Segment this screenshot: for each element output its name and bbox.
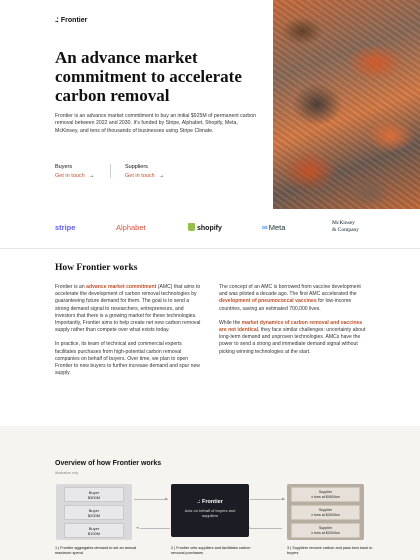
arrow-right-icon: →	[88, 173, 95, 179]
frontier-logo-icon: .:	[55, 15, 58, 24]
flow-arrow-frontier-to-buyers	[140, 528, 170, 529]
text-span: The concept of an AMC is borrowed from vaccine development and was piloted a decade ago. The first AMC accelerated the	[219, 284, 361, 298]
hero-content	[0, 0, 273, 209]
supplier-card	[291, 487, 360, 502]
partner-logos	[0, 209, 420, 249]
overview-title: Overview of how Frontier works	[55, 460, 162, 467]
buyers-get-in-touch-link[interactable]	[55, 173, 95, 179]
buyer-label: Buyer	[88, 490, 100, 495]
buyer-card	[64, 505, 124, 520]
shopify-logo	[188, 223, 222, 234]
buyer-label: Buyer	[88, 526, 100, 531]
arrow-head-right-icon: ▸	[282, 496, 285, 502]
how-right-paragraph-2	[219, 320, 367, 356]
text-span: While the	[219, 319, 242, 326]
hero-description: Frontier is an advance market commitment to buy an initial $925M of permanent carbon removal between 2022 and 2030. It's funded by Stripe, Alphabet, Shopify, Meta, McKinsey, and tens of thousands of businesses using Stripe Climate.	[55, 113, 256, 134]
buyers-cta-label: Buyers	[55, 164, 73, 170]
suppliers-group	[287, 484, 364, 540]
step-1-caption: 1 | Frontier aggregates demand to set an annual maximum spend	[55, 546, 137, 555]
pneumococcal-vaccines-link[interactable]: development of pneumococcal vaccines	[219, 298, 317, 305]
how-left-paragraph-2: In practice, its team of technical and commercial experts facilitates purchases from high-potential carbon removal companies on behalf of buyers. Over time, we plan to open Frontier to new buyers to further increase demand and spur new supply.	[55, 341, 200, 377]
cta-divider	[110, 164, 111, 178]
alphabet-logo: Alphabet	[116, 223, 146, 232]
buyers-cta	[55, 164, 95, 179]
flow-arrow-buyers-to-frontier	[134, 496, 168, 502]
supplier-label: Supplier	[318, 526, 333, 530]
shopify-bag-icon	[188, 223, 195, 231]
how-left-paragraph-1	[55, 284, 203, 334]
arrow-right-icon: →	[158, 173, 165, 179]
market-dynamics-link[interactable]: market dynamics of carbon removal and vaccines are not identical	[219, 319, 363, 334]
text-span: Frontier is an	[55, 284, 87, 290]
buyer-label: Buyer	[88, 508, 100, 513]
frontier-hub	[171, 484, 249, 537]
step-2-caption: 2 | Frontier vets suppliers and facilitates carbon removal purchases	[171, 546, 251, 555]
how-frontier-works-title: How Frontier works	[55, 263, 138, 273]
overview-subtitle: Illustrative only	[55, 471, 79, 475]
supplier-amount: x tons at $300/ton	[311, 512, 340, 517]
text-span: for low-income countries, saving an estimated 700,000 lives.	[219, 298, 352, 312]
mckinsey-logo-line2: & Company	[332, 226, 360, 233]
supplier-amount: x tons at $200/ton	[311, 530, 340, 535]
meta-infinity-icon: ∞	[262, 223, 268, 232]
buyer-amount: $200M	[87, 513, 101, 518]
step-3-caption: 3 | Suppliers remove carbon and pass tons back to buyers	[287, 546, 373, 555]
hero-section	[0, 0, 420, 209]
buyer-amount: $100M	[87, 531, 101, 536]
buyer-card	[64, 487, 124, 502]
suppliers-cta-label: Suppliers	[125, 164, 148, 170]
buyers-get-in-touch-text: Get in touch	[55, 173, 85, 179]
suppliers-get-in-touch-text: Get in touch	[125, 173, 155, 179]
shopify-logo-text: shopify	[197, 225, 222, 232]
supplier-label: Supplier	[318, 508, 333, 512]
flow-arrow-suppliers-to-frontier	[250, 528, 282, 529]
frontier-hub-text: Acts on behalf of buyers and suppliers	[184, 508, 236, 518]
buyer-amount: $300M	[87, 495, 101, 500]
text-span: (AMC) that aims to accelerate the development of carbon removal technologies by guaranteeing future demand for them. The goal is to send a strong demand signal to researchers, entrepreneurs, and investors that there is a growing market for these technologies. Importantly, Frontier aims to help create net new carbon removal supply rather than compete over what exists today.	[55, 284, 201, 334]
mckinsey-logo	[332, 220, 359, 233]
how-left-column	[55, 284, 203, 384]
hero-title: An advance market commitment to accelerate carbon removal	[55, 48, 242, 105]
buyers-group	[56, 484, 132, 540]
mckinsey-logo-line1: McKinsey	[332, 220, 355, 226]
flow-arrow-frontier-to-suppliers	[250, 496, 285, 502]
how-right-paragraph-1	[219, 284, 367, 313]
text-span: , they face similar challenges: uncertainty about long-term demand and unproven technologies. AMCs have the power to send a strong and immediate demand signal without picking winning technologies at the start.	[219, 327, 366, 355]
suppliers-cta	[125, 164, 165, 179]
meta-logo-text: Meta	[268, 223, 286, 232]
arrow-head-right-icon: ▸	[165, 496, 168, 502]
supplier-label: Supplier	[318, 490, 333, 494]
frontier-hub-logo: .: Frontier	[197, 499, 223, 505]
how-right-column	[219, 284, 367, 363]
arrow-head-left-icon: ◂	[136, 525, 139, 531]
buyer-card	[64, 523, 124, 538]
hero-rock-image	[273, 0, 420, 209]
meta-logo	[262, 223, 285, 233]
frontier-logo[interactable]	[55, 16, 87, 24]
supplier-amount: x tons at $400/ton	[311, 494, 340, 499]
advance-market-commitment-link[interactable]: advance market commitment	[86, 284, 157, 290]
suppliers-get-in-touch-link[interactable]	[125, 173, 165, 179]
supplier-card	[291, 505, 360, 520]
supplier-card	[291, 523, 360, 538]
frontier-logo-text: Frontier	[60, 16, 88, 24]
stripe-logo: stripe	[55, 223, 76, 232]
